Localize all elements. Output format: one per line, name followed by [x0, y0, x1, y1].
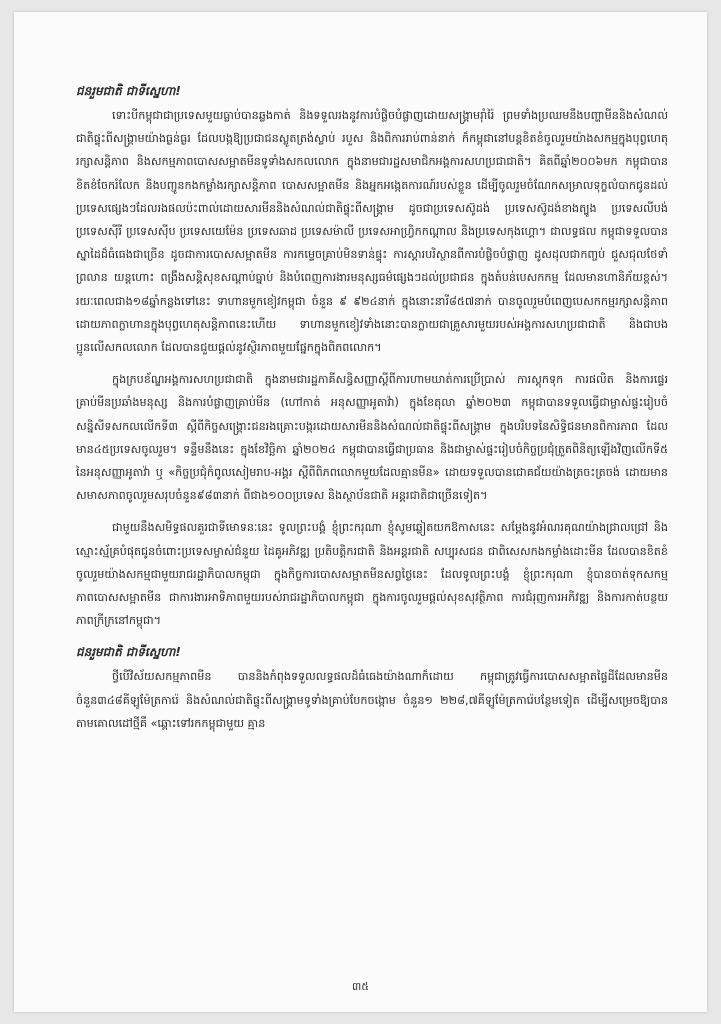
section-heading: ជនរួមជាតិ ជាទីស្នេហា! — [76, 645, 181, 660]
page-number: ៣៥ — [351, 980, 370, 993]
paragraph: ក្នុងក្របខ័ណ្ឌអង្គការសហប្រជាជាតិ ក្នុងនាមជារដ្ឋភាគីសន្ធិសញ្ញាស្តីពីការហាមឃាត់ការប្រើប្រាស់ ការស្តុកទុក ការផលិត និងការផ្ទេរគ្រាប់មីនប្រឆាំងមនុស្ស និងការបំផ្លាញគ្រាប់មីន (ហៅកាត់ អនុសញ្ញាអូតាវ៉ា) ក្នុងខែតុលា ឆ្នាំ២០២៣ កម្ពុជាបានទទួលធ្វើជាម្ចាស់ផ្ទះរៀបចំសន្និសីទសកលលើកទី៣ ស្តីពីកិច្ចសង្គ្រោះជនរងគ្រោះបង្ករដោយសារមីននិងសំណល់ជាតិផ្ទុះពីសង្គ្រាម ក្នុងបរិបទនៃសិទ្ធិជនមានពិការភាព ដែលមាន៤៥ប្រទេសចូលរួម។ ទន្ទឹមនឹងនេះ ក្នុងខែវិច្ឆិកា ឆ្នាំ២០២៤ កម្ពុជាបានធ្វើជាប្រធាន និងជាម្ចាស់ផ្ទះរៀបចំកិច្ចប្រជុំត្រួតពិនិត្យឡើងវិញលើកទី៥ នៃអនុសញ្ញាអូតាវ៉ា ឬ «កិច្ចប្រជុំកំពូលសៀមរាប-អង្គរ ស្តីពីពិភពលោកមួយដែលគ្មានមីន» ដោយទទួលបានជោគជ័យយ៉ាងត្រចះត្រចង់ ដោយមានសមាសភាពចូលរួមសរុបចំនួន៩៨៣នាក់ ពីជាង១០០ប្រទេស និងស្ថាប័នជាតិ អន្តរជាតិជាច្រើនទៀត។ — [76, 373, 668, 503]
page-content — [76, 80, 668, 744]
paragraph: ថ្វីបើវិស័យសកម្មភាពមីន បាននិងកំពុងទទួលលទ្ធផលដ៏ធំធេងយ៉ាងណាក៏ដោយ កម្ពុជាត្រូវធ្វើការបោសសម្អាតផ្ទៃដីដែលមានមីនចំនួន៣៤៨គីឡូម៉ែត្រការ៉េ និងសំណល់ជាតិផ្ទុះពីសង្គ្រាមទូទាំងគ្រាប់បែកចង្កោម ចំនួន១ ២២៨,៧គីឡូម៉ែត្រការ៉េបន្ថែមទៀត ដើម្បីសម្រេចឱ្យបានតាមគោលដៅថ្មីគឺ «ឆ្ពោះទៅរកកម្ពុជាមួយ គ្មាន — [76, 670, 668, 730]
paragraph: ជាមួយនឹងសមិទ្ធផលគួរជាទីមោទនៈនេះ ទូលព្រះបង្គំ ខ្ញុំព្រះករុណា ខ្ញុំសូមឆ្លៀតយកឱកាសនេះ សម្តែងនូវអំណរគុណយ៉ាងជ្រាលជ្រៅ និងស្មោះស្ម័គ្របំផុតជូនចំពោះប្រទេសម្ចាស់ជំនួយ ដៃគូអភិវឌ្ឍ ប្រតិបត្តិករជាតិ និងអន្តរជាតិ សប្បុរសជន ជាពិសេសកងកម្លាំងដោះមីន ដែលបានខិតខំចូលរួមយ៉ាងសកម្មជាមួយរាជរដ្ឋាភិបាលកម្ពុជា ក្នុងកិច្ចការបោសសម្អាតមីនសព្វថ្ងៃនេះ ដែលទូលព្រះបង្គំ ខ្ញុំព្រះករុណា ខ្ញុំបានចាត់ទុកសកម្មភាពបោសសម្អាតមីន ជាការងារអាទិភាពមួយរបស់រាជរដ្ឋាភិបាលកម្ពុជា ក្នុងការចូលរួមផ្តល់សុខសុវត្ថិភាព ការជំរុញការអភិវឌ្ឍ និងការកាត់បន្ថយភាពក្រីក្រនៅកម្ពុជា។ — [76, 521, 668, 628]
paragraph: ទោះបីកម្ពុជាជាប្រទេសមួយធ្លាប់បានឆ្លងកាត់ និងទទួលរងនូវការបំផ្លិចបំផ្លាញដោយសង្គ្រាមរ៉ាំរ៉ៃ ព្រមទាំងប្រឈមនឹងបញ្ហាមីននិងសំណល់ជាតិផ្ទុះពីសង្គ្រាមយ៉ាងធ្ងន់ធ្ងរ ដែលបង្កឱ្យប្រជាជនស្លូតត្រង់ស្លាប់ របួស និងពិការរាប់ពាន់នាក់ ក៏កម្ពុជានៅបន្តខិតខំចូលរួមយ៉ាងសកម្មក្នុងបុព្វហេតុរក្សាសន្តិភាព និងសកម្មភាពបោសសម្អាតមីនទូទាំងសកលលោក ក្នុងនាមជារដ្ឋសមាជិកអង្គការសហប្រជាជាតិ។ គិតពីឆ្នាំ២០០៦មក កម្ពុជាបានខិតខំចែករំលែក និងបញ្ជូនកងកម្លាំងរក្សាសន្តិភាព បោសសម្អាតមីន និងអ្នកអង្កេតការណ៍របស់ខ្លួន ដើម្បីចូលរួមចំណែកសម្រាលទុក្ខលំបាកជូនដល់ប្រទេសផ្សេងៗដែលរងផលប៉ះពាល់ដោយសារមីននិងសំណល់ជាតិផ្ទុះពីសង្គ្រាម ដូចជាប្រទេសស៊ូដង់ ប្រទេសស៊ូដង់ខាងត្បូង ប្រទេសលីបង់ ប្រទេសស៊ីរី ប្រទេសស៊ីប ប្រទេសយេម៉ែន ប្រទេសឆាដ ប្រទេសម៉ាលី ប្រទេសអាហ្វ្រិកកណ្តាល និងប្រទេសកុងហ្គោ។ ជាលទ្ធផល កម្ពុជាទទួលបានស្នាដៃដ៏ធំធេងជាច្រើន ដូចជាការបោសសម្អាតមីន ការកម្ទេចគ្រាប់មិនទាន់ផ្ទុះ ការស្តារបរិស្ថានពីការបំផ្លិចបំផ្លាញ ដូសដុលជាកញ្ចប់ ជួសជុលថែទាំព្រលាន យន្តហោះ ពង្រឹងសន្តិសុខសណ្តាប់ធ្នាប់ និងបំពេញការងារមនុស្សធម៌ផ្សេងៗដល់ប្រជាជន ក្នុងតំបន់បេសកកម្ម ដែលមានហានិភ័យខ្ពស់។ រយៈពេលជាង១៨ឆ្នាំកន្លងទៅនេះ ទាហានមួកខៀវកម្ពុជា ចំនួន ៩ ៩២៤នាក់ ក្នុងនោះនារី៨៥៧នាក់ បានចូលរួមបំពេញបេសកកម្មរក្សាសន្តិភាព ដោយភាពក្លាហានក្នុងបុព្វហេតុសន្តិភាពនេះហើយ ទាហានមួកខៀវទាំងនោះបានក្លាយជាគ្រួសារមួយរបស់អង្គការសហប្រជាជាតិ និងជាបងប្អូនលើសកលលោក ដែលបានជួយផ្តល់នូវស្ថិរភាពមួយផ្នែកក្នុងពិភពលោក។ — [76, 109, 668, 355]
document-page — [14, 12, 707, 1012]
section-heading: ជនរួមជាតិ ជាទីស្នេហា! — [76, 84, 181, 98]
